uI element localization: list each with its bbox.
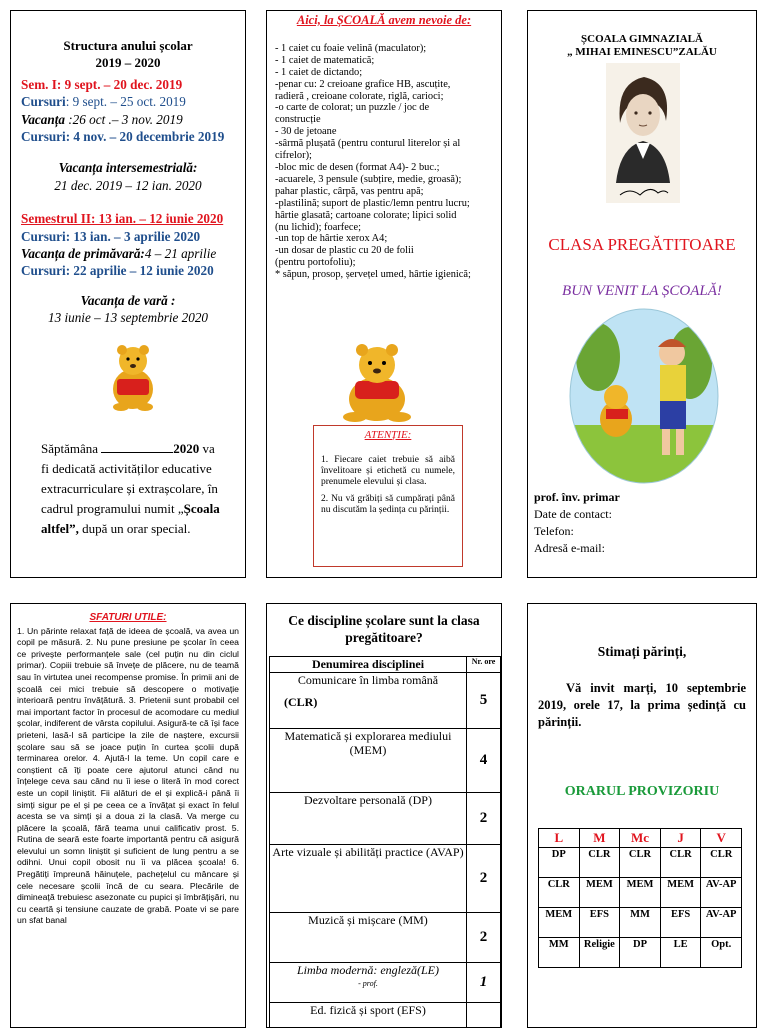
attention-title: ATENȚIE: (321, 430, 455, 441)
timetable-row (539, 938, 742, 968)
cursuri-4: Cursuri: 22 aprilie – 12 iunie 2020 (21, 262, 235, 279)
cursuri-1-label: Cursuri (21, 94, 66, 109)
timetable-cell: MM (620, 908, 661, 938)
attention-note-2: 2. Nu vă grăbiți să cumpărați până nu discutăm la ședința cu părinții. (321, 494, 455, 516)
class-title: CLASA PREGĂTITOARE (528, 235, 756, 255)
week-text-1: fi dedicată activităților educative (41, 459, 237, 479)
timetable-day: M (579, 829, 620, 848)
winnie-pooh-sitting-illustration (329, 341, 425, 423)
supply-item: (nu lichid); foarfece; (275, 222, 493, 234)
supply-item: -bloc mic de desen (format A4)- 2 buc.; (275, 162, 493, 174)
supply-item: * săpun, prosop, șervețel umed, hârtie igienică; (275, 269, 493, 281)
timetable-cell: EFS (660, 908, 701, 938)
cover-panel (527, 10, 757, 578)
subject-name: Muzică și mișcare (MM) (270, 913, 466, 927)
timetable-cell: DP (539, 848, 580, 878)
subject-row (270, 673, 501, 729)
spring-break-value: 4 – 21 aprilie (145, 246, 216, 261)
supply-item: - 1 caiet cu foaie velină (maculator); (275, 43, 493, 55)
timetable-cell: Opt. (701, 938, 742, 968)
winter-break-title: Vacanța intersemestrială: (21, 159, 235, 176)
supply-item: -un top de hârtie xerox A4; (275, 233, 493, 245)
timetable-day: Mc (620, 829, 661, 848)
subject-abbrev: (CLR) (270, 695, 466, 709)
cursuri-2: Cursuri: 4 nov. – 20 decembrie 2019 (21, 128, 235, 145)
school-name-line2: „ MIHAI EMINESCU”ZALĂU (534, 46, 750, 59)
supply-item: -un dosar de plastic cu 20 de folii (275, 245, 493, 257)
subject-name: Matematică și explorarea mediului (MEM) (270, 729, 466, 757)
subject-row (270, 793, 501, 845)
timetable-cell: MEM (620, 878, 661, 908)
supplies-panel (266, 10, 502, 578)
timetable-cell: CLR (579, 848, 620, 878)
supply-item: radieră , creioane colorate, riglă, carioci; (275, 91, 493, 103)
timetable-day: J (660, 829, 701, 848)
timetable-row (539, 878, 742, 908)
timetable-cell: AV-AP (701, 908, 742, 938)
attention-note-1: 1. Fiecare caiet trebuie să aibă învelitoare și etichetă cu numele, prenumele elevului și clasa. (321, 455, 455, 488)
program-name-b: altfel”, (41, 521, 79, 536)
winter-break-dates: 21 dec. 2019 – 12 ian. 2020 (21, 177, 235, 194)
subject-name: Dezvoltare personală (DP) (270, 793, 466, 807)
subject-hours: 2 (467, 793, 501, 845)
supply-item: - 30 de jetoane (275, 126, 493, 138)
supply-item: -acuarele, 3 pensule (subțire, medie, groasă); (275, 174, 493, 186)
meeting-invite: Vă invit marți, 10 septembrie 2019, orele 17, la prima ședință cu părinții. (538, 680, 746, 731)
timetable-cell: CLR (660, 848, 701, 878)
school-year-range: 2019 – 2020 (21, 54, 235, 71)
winnie-pooh-illustration (103, 341, 163, 411)
tips-panel (10, 603, 246, 1028)
subject-name: Ed. fizică și sport (EFS) (270, 1003, 466, 1017)
supply-item: construcție (275, 114, 493, 126)
contact-label: Date de contact: (534, 506, 620, 523)
pooh-christopher-illustration (568, 307, 720, 485)
timetable-cell: Religie (579, 938, 620, 968)
subject-name: Comunicare în limba română (270, 673, 466, 687)
subject-hours: 4 (467, 729, 501, 793)
subjects-title: Ce discipline școlare sunt la clasa pregătitoare? (267, 612, 501, 646)
tips-title: SFATURI UTILE: (17, 612, 239, 624)
subject-hours: 5 (467, 673, 501, 729)
phone-label: Telefon: (534, 523, 620, 540)
subject-row (270, 729, 501, 793)
supplies-list (275, 43, 493, 281)
spring-break-label: Vacanța de primăvară: (21, 246, 145, 261)
timetable-day: V (701, 829, 742, 848)
attention-box (313, 425, 463, 567)
timetable (538, 828, 742, 968)
timetable-cell: MM (539, 938, 580, 968)
teacher-label: prof. înv. primar (534, 489, 620, 506)
cursuri-1-value: : 9 sept. – 25 oct. 2019 (66, 94, 186, 109)
week-text-3: cadrul programului numit „ (41, 501, 184, 516)
semester-2: Semestrul II: 13 ian. – 12 iunie 2020 (21, 210, 235, 227)
timetable-cell: CLR (620, 848, 661, 878)
subject-hours: 2 (467, 913, 501, 963)
timetable-cell: DP (620, 938, 661, 968)
timetable-cell: MEM (579, 878, 620, 908)
supplies-header: Aici, la ȘCOALĂ avem nevoie de: (275, 15, 493, 27)
week-va: va (203, 441, 215, 456)
timetable-cell: MEM (660, 878, 701, 908)
semester-1: Sem. I: 9 sept. – 20 dec. 2019 (21, 76, 235, 93)
summer-break-dates: 13 iunie – 13 septembrie 2020 (21, 309, 235, 326)
subject-name: Arte vizuale și abilități practice (AVAP) (270, 845, 466, 859)
supply-item: -plastilină; suport de plastic/lemn pentru lucru; (275, 198, 493, 210)
welcome-text: BUN VENIT LA ȘCOALĂ! (528, 283, 756, 300)
subject-row (270, 963, 501, 1003)
summer-break-title: Vacanța de vară : (21, 292, 235, 309)
timetable-row (539, 848, 742, 878)
timetable-cell: CLR (539, 878, 580, 908)
supply-item: -penar cu: 2 creioane grafice HB, ascuțite, (275, 79, 493, 91)
subjects-col-name: Denumirea disciplinei (270, 657, 467, 673)
eminescu-portrait (606, 63, 680, 203)
school-year-title: Structura anului școlar (21, 37, 235, 54)
school-year-panel (10, 10, 246, 578)
week-text-4: după un orar special. (79, 521, 191, 536)
subject-hours (467, 1003, 501, 1028)
subjects-table (269, 656, 501, 1028)
vacanta-1-value: :26 oct .– 3 nov. 2019 (65, 112, 183, 127)
subject-row (270, 845, 501, 913)
timetable-cell: AV-AP (701, 878, 742, 908)
week-year: 2020 (173, 441, 199, 456)
subjects-col-hours: Nr. ore (467, 657, 501, 673)
cursuri-3: Cursuri: 13 ian. – 3 aprilie 2020 (21, 228, 235, 245)
timetable-cell: LE (660, 938, 701, 968)
supply-item: - 1 caiet de matematică; (275, 55, 493, 67)
program-name-a: Școala (184, 501, 220, 516)
timetable-row (539, 908, 742, 938)
supply-item: (pentru portofoliu); (275, 257, 493, 269)
subject-row (270, 1003, 501, 1028)
subject-hours: 1 (467, 963, 501, 1003)
supply-item: -sârmă plușată (pentru conturul literelor și al (275, 138, 493, 150)
supply-item: pahar plastic, cârpă, vas pentru apă; (275, 186, 493, 198)
greeting: Stimați părinți, (528, 644, 756, 660)
timetable-title: ORARUL PROVIZORIU (528, 784, 756, 800)
tips-body: 1. Un părinte relaxat față de ideea de școală, va avea un copil pe măsură. 2. Nu pune presiune pe școlar în ceea ce privește performanțele sale (cel puțin nu din ciclul primar). Copiii trebuie să învețe de plăcere, nu de teamă sau în virtutea unei recompense promise. În primii ani de școală cei mici trebuie să descopere o motivație interioară pentru învățătură. 3. Prietenii sunt probabil cel mai important factor în procesul de acomodare cu mediul școlar, indiferent de vârsta copilului. Asigură-te că își face prieteni, lasă-l să participe la zile de naștere, excursii școlare sau să se joace puțin în curtea școlii după terminarea orelor. 4. Ajută-l la teme. Un copil care e conștient că îți poate cere ajutorul atunci când nu înțelege ceva sau când nu îi iese o literă în mod corect este un copil liniștit. Fii alături de el și explică-i până îi simți sigur pe el și pe ceea ce a învățat și exact în felul acesta se va simți și a doua zi la clasă. Va merge cu plăcere la școală, fără teama unui calificativ prost. 5. Rutina de seară este foarte importantă pentru că asigură elevului un somn liniștit și suficient de lung pentru a se odihni. Unui copil obosit nu îi va plăcea școala! 6. Pregătiți împreună hăinuțele, pachețelul cu mâncare și cele necesare școlii încă de cu seara. Plecările de dimineață trebuiesc asezonate cu pupici și îmbrățișări, nu cu ceartă și tensiune cauzate de grabă. Poate vi se pare un sfat banal (17, 626, 239, 927)
supply-item: cifrelor); (275, 150, 493, 162)
timetable-cell: CLR (701, 848, 742, 878)
supply-item: -o carte de colorat; un puzzle / joc de (275, 102, 493, 114)
subjects-panel (266, 603, 502, 1028)
subject-name: Limba modernă: engleză(LE) (270, 963, 466, 977)
week-text-2: extracurriculare și extrașcolare, în (41, 479, 237, 499)
supply-item: - 1 caiet de dictando; (275, 67, 493, 79)
school-name-line1: ȘCOALA GIMNAZIALĂ (534, 33, 750, 46)
subject-hours: 2 (467, 845, 501, 913)
email-label: Adresă e-mail: (534, 540, 620, 557)
supply-item: hârtie glasată; cartoane colorate; lipici solid (275, 210, 493, 222)
vacanta-1-label: Vacanța (21, 112, 65, 127)
subject-abbrev: - prof. (270, 977, 466, 991)
timetable-cell: MEM (539, 908, 580, 938)
timetable-cell: EFS (579, 908, 620, 938)
week-blank (101, 452, 173, 453)
week-label: Săptămâna (41, 441, 98, 456)
timetable-day: L (539, 829, 580, 848)
parents-meeting-panel (527, 603, 757, 1028)
subject-row (270, 913, 501, 963)
